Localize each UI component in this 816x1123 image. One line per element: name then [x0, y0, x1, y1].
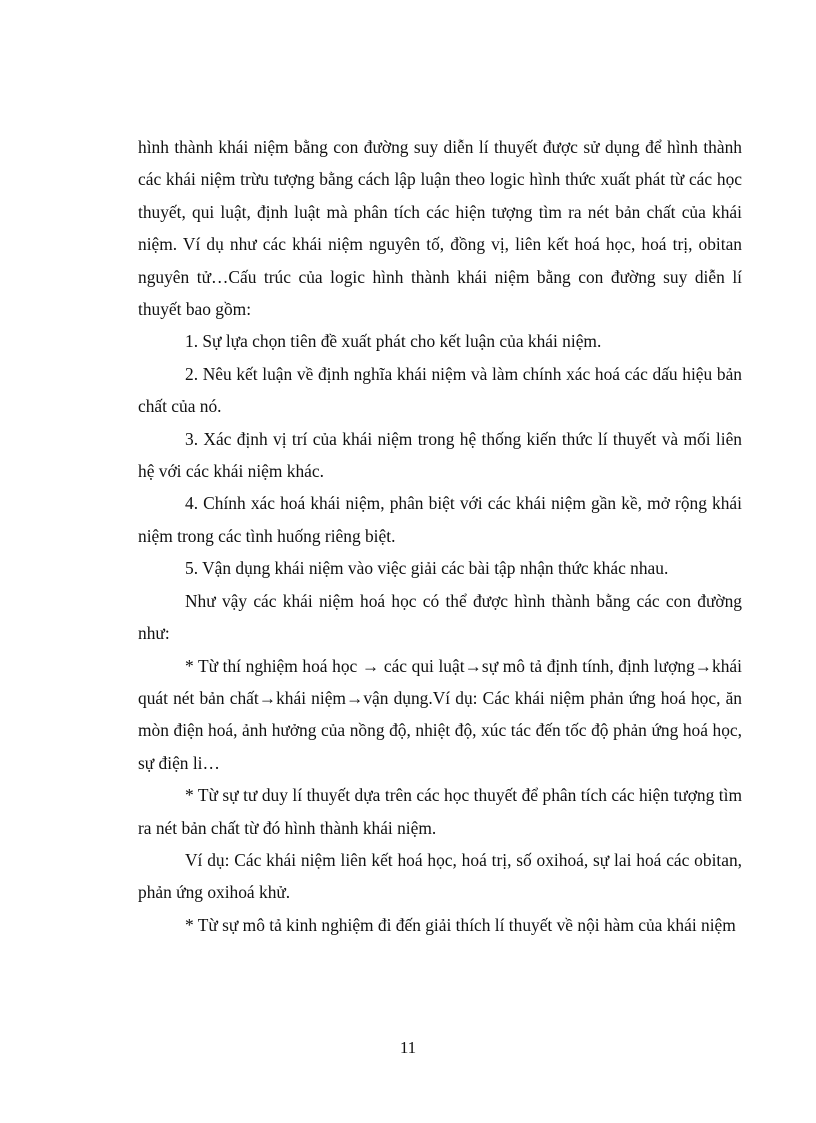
list-item-4: 4. Chính xác hoá khái niệm, phân biệt với các khái niệm gần kề, mở rộng khái niệm trong các tình huống riêng biệt.	[138, 493, 742, 546]
list-item-3: 3. Xác định vị trí của khái niệm trong hệ thống kiến thức lí thuyết và mối liên hệ với các khái niệm khác.	[138, 428, 742, 482]
list-item-1: 1. Sự lựa chọn tiên đề xuất phát cho kết luận của khái niệm.	[185, 331, 602, 352]
paragraph-summary: Như vậy các khái niệm hoá học có thể được hình thành bằng các con đường như:	[138, 590, 742, 644]
list-item-2: 2. Nêu kết luận về định nghĩa khái niệm và làm chính xác hoá các dấu hiệu bản chất của nó.	[138, 363, 742, 417]
paragraph-experiment-path: * Từ thí nghiệm hoá học → các qui luật→sự mô tả định tính, định lượng→khái quát nét bản chất→khái niệm→vận dụng.Ví dụ: Các khái niệm phản ứng hoá học, ăn mòn điện hoá, ảnh hưởng của nồng độ, nhiệt độ, xúc tác đến tốc độ phản ứng hoá học, sự điện li…	[138, 655, 742, 773]
paragraph-example: Ví dụ: Các khái niệm liên kết hoá học, hoá trị, số oxihoá, sự lai hoá các obitan, phản ứng oxihoá khử.	[138, 849, 742, 903]
paragraph-experience-path: * Từ sự mô tả kinh nghiệm đi đến giải thích lí thuyết về nội hàm của khái niệm	[185, 914, 736, 935]
page-number: 11	[399, 1038, 417, 1057]
paragraph-theory-path: * Từ sự tư duy lí thuyết dựa trên các học thuyết để phân tích các hiện tượng tìm ra nét bản chất từ đó hình thành khái niệm.	[138, 785, 742, 838]
paragraph-intro: hình thành khái niệm bằng con đường suy diễn lí thuyết được sử dụng để hình thành các khái niệm trừu tượng bằng cách lập luận theo logic hình thức xuất phát từ các học thuyết, qui luật, định luật mà phân tích các hiện tượng tìm ra nét bản chất của khái niệm. Ví dụ như các khái niệm nguyên tố, đồng vị, liên kết hoá học, hoá trị, obitan nguyên tử…Cấu trúc của logic hình thành khái niệm bằng con đường suy diễn lí thuyết bao gồm:	[138, 137, 742, 320]
list-item-5: 5. Vận dụng khái niệm vào việc giải các bài tập nhận thức khác nhau.	[185, 558, 669, 579]
body-text	[138, 131, 742, 941]
